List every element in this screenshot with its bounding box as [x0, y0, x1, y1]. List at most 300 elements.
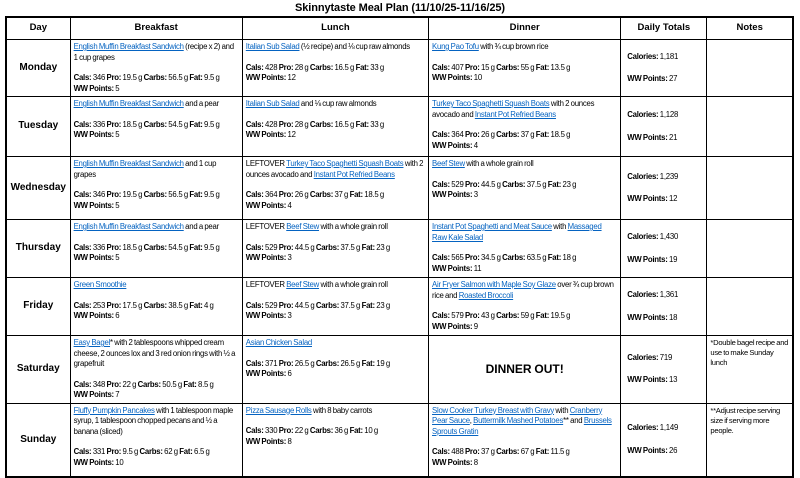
pro-label: Pro: [278, 62, 294, 72]
calories-total: Calories: 719 [627, 352, 673, 362]
meal-macros [432, 253, 617, 274]
ww-points-label: WW Points: [245, 130, 287, 139]
meal-description [246, 280, 425, 291]
carbs-label: Carbs: [502, 179, 526, 189]
column-header-dinner: Dinner [429, 17, 621, 40]
meal-description [246, 99, 425, 110]
fat-label: Fat: [179, 447, 193, 456]
breakfast-cell [70, 220, 242, 278]
fat-label: Fat: [355, 119, 369, 129]
meal-text: with a whole grain roll [464, 159, 534, 168]
pro-label: Pro: [464, 447, 480, 456]
carbs-label: Carbs: [315, 358, 340, 368]
macros-line: Cals: 371 Pro: 26.5 g Carbs: 26.5 g Fat: 19 g [245, 358, 390, 368]
dinner-cell [429, 40, 621, 97]
pro-label: Pro: [464, 253, 480, 262]
macros-line: Cals: 529 Pro: 44.5 g Carbs: 37.5 g Fat: 23 g [245, 242, 390, 252]
column-header-breakfast: Breakfast [70, 17, 242, 40]
cals-label: Cals: [73, 379, 92, 389]
ww-points-line: WW Points: 5 [73, 253, 120, 262]
meal-macros [246, 359, 425, 380]
ww-points-total: WW Points: 18 [627, 312, 678, 322]
meal-macros [246, 301, 425, 322]
ww-points-total-label: WW Points: [627, 194, 668, 203]
recipe-link[interactable]: Brussels Sprouts Gratin [432, 416, 612, 436]
calories-label: Calories: [627, 423, 659, 433]
recipe-link[interactable]: Green Smoothie [73, 280, 127, 289]
meal-plan-row-friday [6, 278, 793, 336]
carbs-label: Carbs: [143, 242, 167, 252]
ww-points-line: WW Points: 6 [73, 311, 120, 320]
macros-line: Cals: 579 Pro: 43 g Carbs: 59 g Fat: 19.5 g [432, 311, 571, 320]
dinner-cell [429, 220, 621, 278]
calories-total: Calories: 1,430 [627, 232, 679, 241]
dinner-cell [429, 97, 621, 157]
recipe-link[interactable]: Beef Stew [286, 222, 320, 231]
notes-cell [707, 220, 793, 278]
meal-macros [432, 130, 617, 151]
meal-macros [74, 73, 239, 94]
meal-plan-row-sunday [6, 403, 793, 477]
cals-label: Cals: [432, 62, 450, 72]
meal-text: and a pear [183, 222, 219, 231]
recipe-link[interactable]: Instant Pot Spaghetti and Meat Sauce [432, 222, 552, 231]
ww-points-line: WW Points: 10 [73, 457, 124, 467]
ww-points-line: WW Points: 4 [432, 140, 478, 150]
ww-points-line: WW Points: 12 [245, 73, 296, 82]
recipe-link[interactable]: Easy Bagel [73, 338, 111, 347]
recipe-link[interactable]: English Muffin Breakfast Sandwich [73, 222, 184, 231]
notes-cell [707, 157, 793, 220]
ww-points-total: WW Points: 27 [627, 74, 678, 83]
meal-macros [74, 301, 239, 322]
carbs-label: Carbs: [315, 300, 340, 310]
recipe-link[interactable]: Massaged Raw Kale Salad [432, 222, 602, 242]
fat-label: Fat: [189, 190, 203, 199]
carbs-label: Carbs: [143, 190, 167, 199]
meal-macros [74, 190, 239, 211]
meal-plan-row-tuesday [6, 97, 793, 157]
fat-label: Fat: [355, 62, 369, 72]
ww-points-line: WW Points: 8 [245, 436, 292, 446]
carbs-label: Carbs: [143, 300, 167, 310]
ww-points-line: WW Points: 8 [432, 457, 478, 467]
meal-description [432, 406, 617, 438]
ww-points-label: WW Points: [245, 436, 287, 446]
cals-label: Cals: [432, 447, 450, 456]
recipe-link[interactable]: Buttermilk Mashed Potatoes [473, 416, 564, 425]
daily-totals-cell [621, 278, 707, 336]
meal-macros [246, 190, 425, 211]
fat-label: Fat: [361, 300, 375, 310]
ww-points-label: WW Points: [245, 253, 287, 262]
ww-points-total-label: WW Points: [627, 254, 668, 264]
ww-points-total-label: WW Points: [627, 445, 668, 455]
ww-points-total-label: WW Points: [627, 312, 668, 322]
ww-points-label: WW Points: [432, 457, 473, 467]
meal-macros [74, 380, 239, 401]
meal-plan-row-wednesday [6, 157, 793, 220]
day-cell: Wednesday [6, 157, 70, 220]
cals-label: Cals: [73, 300, 92, 310]
recipe-link[interactable]: Beef Stew [286, 280, 320, 289]
pro-label: Pro: [464, 311, 480, 320]
meal-text: * with 2 tablespoons whipped cream cheese, 2 ounces lox and 3 red onion rings with ½ a grapefruit [73, 338, 236, 368]
column-header-day: Day [6, 17, 70, 40]
cals-label: Cals: [245, 426, 264, 435]
meal-macros [432, 180, 617, 201]
pro-label: Pro: [464, 130, 480, 139]
daily-totals-cell [621, 40, 707, 97]
carbs-label: Carbs: [309, 62, 334, 72]
macros-line: Cals: 346 Pro: 19.5 g Carbs: 56.5 g Fat: 9.5 g [73, 73, 220, 82]
carbs-label: Carbs: [137, 379, 161, 389]
pro-label: Pro: [464, 179, 480, 189]
lunch-cell [242, 278, 428, 336]
ww-points-label: WW Points: [432, 73, 473, 82]
recipe-link[interactable]: English Muffin Breakfast Sandwich [73, 42, 184, 51]
ww-points-total-label: WW Points: [627, 375, 668, 385]
ww-points-label: WW Points: [73, 390, 114, 399]
meal-description [74, 222, 239, 233]
recipe-link[interactable]: Turkey Taco Spaghetti Squash Boats [432, 99, 550, 108]
breakfast-cell [70, 40, 242, 97]
calories-total: Calories: 1,361 [627, 290, 679, 299]
carbs-label: Carbs: [309, 190, 334, 199]
cals-label: Cals: [432, 179, 450, 189]
ww-points-line: WW Points: 7 [73, 390, 120, 399]
meal-description [246, 159, 425, 180]
fat-label: Fat: [349, 190, 363, 199]
fat-label: Fat: [189, 300, 203, 310]
meal-macros [246, 426, 425, 447]
fat-label: Fat: [535, 62, 550, 72]
ww-points-line: WW Points: 9 [432, 321, 478, 331]
daily-totals-cell [621, 220, 707, 278]
fat-label: Fat: [535, 311, 550, 320]
pro-label: Pro: [106, 190, 122, 199]
carbs-label: Carbs: [496, 311, 520, 320]
cals-label: Cals: [73, 447, 92, 456]
meal-plan-row-monday [6, 40, 793, 97]
carbs-label: Carbs: [496, 447, 520, 456]
recipe-link[interactable]: English Muffin Breakfast Sandwich [73, 159, 184, 168]
pro-label: Pro: [278, 358, 294, 368]
meal-description [74, 280, 239, 291]
page-title: Skinnytaste Meal Plan (11/10/25-11/16/25) [295, 2, 505, 14]
macros-line: Cals: 529 Pro: 44.5 g Carbs: 37.5 g Fat: 23 g [245, 300, 390, 310]
breakfast-cell [70, 278, 242, 336]
pro-label: Pro: [106, 379, 122, 389]
fat-label: Fat: [361, 358, 375, 368]
meal-macros [432, 63, 617, 84]
recipe-link[interactable]: Beef Stew [432, 159, 465, 168]
ww-points-total: WW Points: 19 [627, 254, 678, 264]
notes-cell: **Adjust recipe serving size if serving more people. [707, 403, 793, 477]
pro-label: Pro: [106, 119, 122, 129]
fat-label: Fat: [535, 447, 550, 456]
fat-label: Fat: [189, 119, 203, 129]
ww-points-label: WW Points: [73, 253, 114, 262]
carbs-label: Carbs: [502, 253, 526, 262]
column-header-daily-totals: Daily Totals [621, 17, 707, 40]
breakfast-cell [70, 336, 242, 404]
meal-description [74, 99, 239, 110]
meal-text: with [551, 222, 568, 231]
meal-description [74, 159, 239, 180]
recipe-link[interactable]: Italian Sub Salad [245, 42, 300, 51]
cals-label: Cals: [73, 242, 92, 252]
day-cell: Saturday [6, 336, 70, 404]
macros-line: Cals: 331 Pro: 9.5 g Carbs: 62 g Fat: 6.5 g [73, 447, 210, 456]
ww-points-line: WW Points: 3 [245, 253, 292, 262]
cals-label: Cals: [245, 119, 264, 129]
macros-line: Cals: 428 Pro: 28 g Carbs: 16.5 g Fat: 33 g [245, 119, 384, 129]
carbs-label: Carbs: [496, 62, 520, 72]
ww-points-line: WW Points: 5 [73, 83, 120, 93]
meal-text: over ¾ cup brown rice and [432, 280, 614, 300]
cals-label: Cals: [245, 358, 264, 368]
meal-description [246, 222, 425, 233]
ww-points-line: WW Points: 5 [73, 200, 120, 210]
dinner-cell [429, 336, 621, 404]
notes-cell [707, 97, 793, 157]
ww-points-label: WW Points: [73, 130, 114, 139]
notes-cell [707, 40, 793, 97]
cals-label: Cals: [73, 119, 92, 129]
carbs-label: Carbs: [309, 119, 334, 129]
meal-macros [432, 447, 617, 468]
calories-label: Calories: [627, 352, 659, 362]
calories-label: Calories: [627, 171, 659, 181]
calories-label: Calories: [627, 232, 659, 241]
recipe-link[interactable]: Turkey Taco Spaghetti Squash Boats [286, 159, 404, 168]
macros-line: Cals: 488 Pro: 37 g Carbs: 67 g Fat: 11.5 g [432, 447, 570, 456]
meal-description [432, 99, 617, 120]
cals-label: Cals: [245, 62, 264, 72]
column-header-lunch: Lunch [242, 17, 428, 40]
meal-text: and 1 cup grapes [73, 159, 217, 179]
calories-label: Calories: [627, 110, 659, 119]
header-row [6, 17, 793, 40]
meal-plan-row-saturday [6, 336, 793, 404]
ww-points-label: WW Points: [432, 321, 473, 331]
ww-points-total: WW Points: 26 [627, 445, 678, 455]
calories-total: Calories: 1,181 [627, 51, 679, 61]
meal-macros [246, 63, 425, 84]
recipe-link[interactable]: Fluffy Pumpkin Pancakes [73, 405, 155, 415]
carbs-label: Carbs: [496, 130, 520, 139]
notes-cell: *Double bagel recipe and use to make Sunday lunch [707, 336, 793, 404]
macros-line: Cals: 364 Pro: 26 g Carbs: 37 g Fat: 18.5 g [245, 190, 384, 199]
cals-label: Cals: [245, 300, 264, 310]
meal-text: with ¾ cup brown rice [478, 42, 549, 51]
recipe-link[interactable]: Cranberry Pear Sauce [432, 405, 603, 425]
ww-points-label: WW Points: [73, 457, 114, 467]
recipe-link[interactable]: Air Fryer Salmon with Maple Soy Glaze [432, 280, 556, 289]
fat-label: Fat: [361, 242, 375, 252]
ww-points-label: WW Points: [245, 200, 287, 210]
daily-totals-cell [621, 97, 707, 157]
recipe-link[interactable]: Instant Pot Refried Beans [474, 109, 556, 119]
macros-line: Cals: 336 Pro: 18.5 g Carbs: 54.5 g Fat: 9.5 g [73, 119, 220, 129]
macros-line: Cals: 428 Pro: 28 g Carbs: 16.5 g Fat: 33 g [245, 62, 384, 72]
meal-text: with [554, 405, 570, 415]
macros-line: Cals: 407 Pro: 15 g Carbs: 55 g Fat: 13.5 g [432, 62, 571, 72]
ww-points-label: WW Points: [73, 311, 114, 320]
pro-label: Pro: [106, 242, 122, 252]
meal-plan-table [5, 16, 794, 478]
fat-label: Fat: [349, 426, 363, 435]
ww-points-line: WW Points: 10 [432, 73, 482, 82]
meal-description [246, 42, 425, 53]
ww-points-label: WW Points: [432, 190, 473, 199]
meal-text: ** and [563, 416, 584, 425]
meal-text: with 2 ounces avocado and [245, 159, 424, 179]
lunch-cell [242, 403, 428, 477]
pro-label: Pro: [106, 447, 122, 456]
macros-line: Cals: 336 Pro: 18.5 g Carbs: 54.5 g Fat: 9.5 g [73, 242, 220, 252]
pro-label: Pro: [278, 190, 294, 199]
calories-total: Calories: 1,128 [627, 110, 679, 119]
cals-label: Cals: [432, 130, 450, 139]
recipe-link[interactable]: Italian Sub Salad [245, 99, 300, 108]
dinner-cell [429, 278, 621, 336]
column-header-notes: Notes [707, 17, 793, 40]
recipe-link[interactable]: Instant Pot Refried Beans [313, 169, 395, 179]
calories-total: Calories: 1,149 [627, 423, 679, 433]
pro-label: Pro: [278, 119, 294, 129]
macros-line: Cals: 529 Pro: 44.5 g Carbs: 37.5 g Fat: 23 g [432, 179, 577, 189]
lunch-cell [242, 157, 428, 220]
meal-text: (½ recipe) and ⅛ cup raw almonds [299, 42, 410, 51]
recipe-link[interactable]: English Muffin Breakfast Sandwich [73, 99, 184, 108]
ww-points-label: WW Points: [432, 263, 473, 273]
meal-text: LEFTOVER [245, 222, 287, 231]
pro-label: Pro: [464, 62, 480, 72]
ww-points-total-label: WW Points: [627, 132, 668, 142]
ww-points-label: WW Points: [73, 200, 114, 210]
day-cell: Monday [6, 40, 70, 97]
pro-label: Pro: [106, 73, 122, 82]
ww-points-label: WW Points: [245, 311, 287, 320]
meal-plan-body [6, 40, 793, 478]
meal-macros [246, 120, 425, 141]
carbs-label: Carbs: [143, 73, 167, 82]
cals-label: Cals: [73, 190, 92, 199]
calories-label: Calories: [627, 51, 659, 61]
meal-text: LEFTOVER [245, 159, 287, 168]
recipe-link[interactable]: Roasted Broccoli [458, 290, 514, 300]
meal-macros [432, 311, 617, 332]
meal-text: and a pear [183, 99, 219, 108]
meal-description [74, 406, 239, 438]
recipe-link[interactable]: Pizza Sausage Rolls [245, 405, 312, 415]
cals-label: Cals: [245, 242, 264, 252]
calories-total: Calories: 1,239 [627, 171, 679, 181]
meal-description [432, 222, 617, 243]
ww-points-line: WW Points: 12 [245, 130, 296, 139]
recipe-link[interactable]: Asian Chicken Salad [245, 338, 312, 347]
dinner-cell [429, 403, 621, 477]
meal-text: with 8 baby carrots [311, 405, 373, 415]
cals-label: Cals: [73, 73, 92, 82]
ww-points-line: WW Points: 3 [432, 190, 478, 199]
daily-totals-cell [621, 403, 707, 477]
meal-macros [74, 447, 239, 468]
carbs-label: Carbs: [143, 119, 167, 129]
meal-plan-row-thursday [6, 220, 793, 278]
recipe-link[interactable]: Kung Pao Tofu [432, 42, 479, 51]
carbs-label: Carbs: [309, 426, 334, 435]
breakfast-cell [70, 97, 242, 157]
daily-totals-cell [621, 336, 707, 404]
ww-points-label: WW Points: [73, 83, 114, 93]
ww-points-line: WW Points: 3 [245, 311, 292, 320]
day-cell: Friday [6, 278, 70, 336]
meal-description [432, 42, 617, 53]
macros-line: Cals: 346 Pro: 19.5 g Carbs: 56.5 g Fat: 9.5 g [73, 190, 220, 199]
carbs-label: Carbs: [315, 242, 340, 252]
pro-label: Pro: [278, 426, 294, 435]
ww-points-line: WW Points: 5 [73, 130, 120, 139]
meal-text: with a whole grain roll [319, 280, 388, 289]
meal-description [246, 338, 425, 349]
meal-text: with 2 ounces avocado and [432, 99, 595, 119]
fat-label: Fat: [547, 179, 562, 189]
cals-label: Cals: [245, 190, 264, 199]
ww-points-line: WW Points: 6 [245, 369, 292, 378]
fat-label: Fat: [189, 73, 203, 82]
calories-label: Calories: [627, 290, 659, 299]
macros-line: Cals: 253 Pro: 17.5 g Carbs: 38.5 g Fat: 4 g [73, 300, 214, 310]
meal-description [74, 42, 239, 63]
dinner-cell [429, 157, 621, 220]
breakfast-cell [70, 403, 242, 477]
ww-points-label: WW Points: [245, 73, 287, 82]
recipe-link[interactable]: Slow Cooker Turkey Breast with Gravy [432, 405, 554, 415]
macros-line: Cals: 565 Pro: 34.5 g Carbs: 63.5 g Fat: 18 g [432, 253, 577, 262]
lunch-cell [242, 220, 428, 278]
pro-label: Pro: [106, 300, 122, 310]
ww-points-label: WW Points: [432, 140, 473, 150]
fat-label: Fat: [189, 242, 203, 252]
meal-text: LEFTOVER [245, 280, 287, 289]
meal-text: with 1 tablespoon maple syrup, 1 tablespoon chopped pecans and ½ a banana (sliced) [73, 405, 233, 436]
breakfast-cell [70, 157, 242, 220]
dinner-out-text: DINNER OUT! [485, 362, 564, 376]
notes-cell [707, 278, 793, 336]
meal-text: , [469, 416, 474, 425]
ww-points-total: WW Points: 13 [627, 375, 678, 385]
fat-label: Fat: [547, 253, 562, 262]
fat-label: Fat: [183, 379, 197, 389]
fat-label: Fat: [535, 130, 550, 139]
meal-macros [74, 120, 239, 141]
ww-points-total: WW Points: 21 [627, 132, 678, 142]
macros-line: Cals: 348 Pro: 22 g Carbs: 50.5 g Fat: 8.5 g [73, 379, 214, 389]
macros-line: Cals: 330 Pro: 22 g Carbs: 36 g Fat: 10 g [245, 426, 378, 435]
ww-points-total: WW Points: 12 [627, 194, 678, 203]
ww-points-line: WW Points: 4 [245, 200, 292, 210]
lunch-cell [242, 40, 428, 97]
cals-label: Cals: [432, 253, 450, 262]
pro-label: Pro: [278, 242, 294, 252]
meal-description [432, 159, 617, 170]
meal-text: and ⅛ cup raw almonds [299, 99, 377, 108]
day-cell: Thursday [6, 220, 70, 278]
pro-label: Pro: [278, 300, 294, 310]
